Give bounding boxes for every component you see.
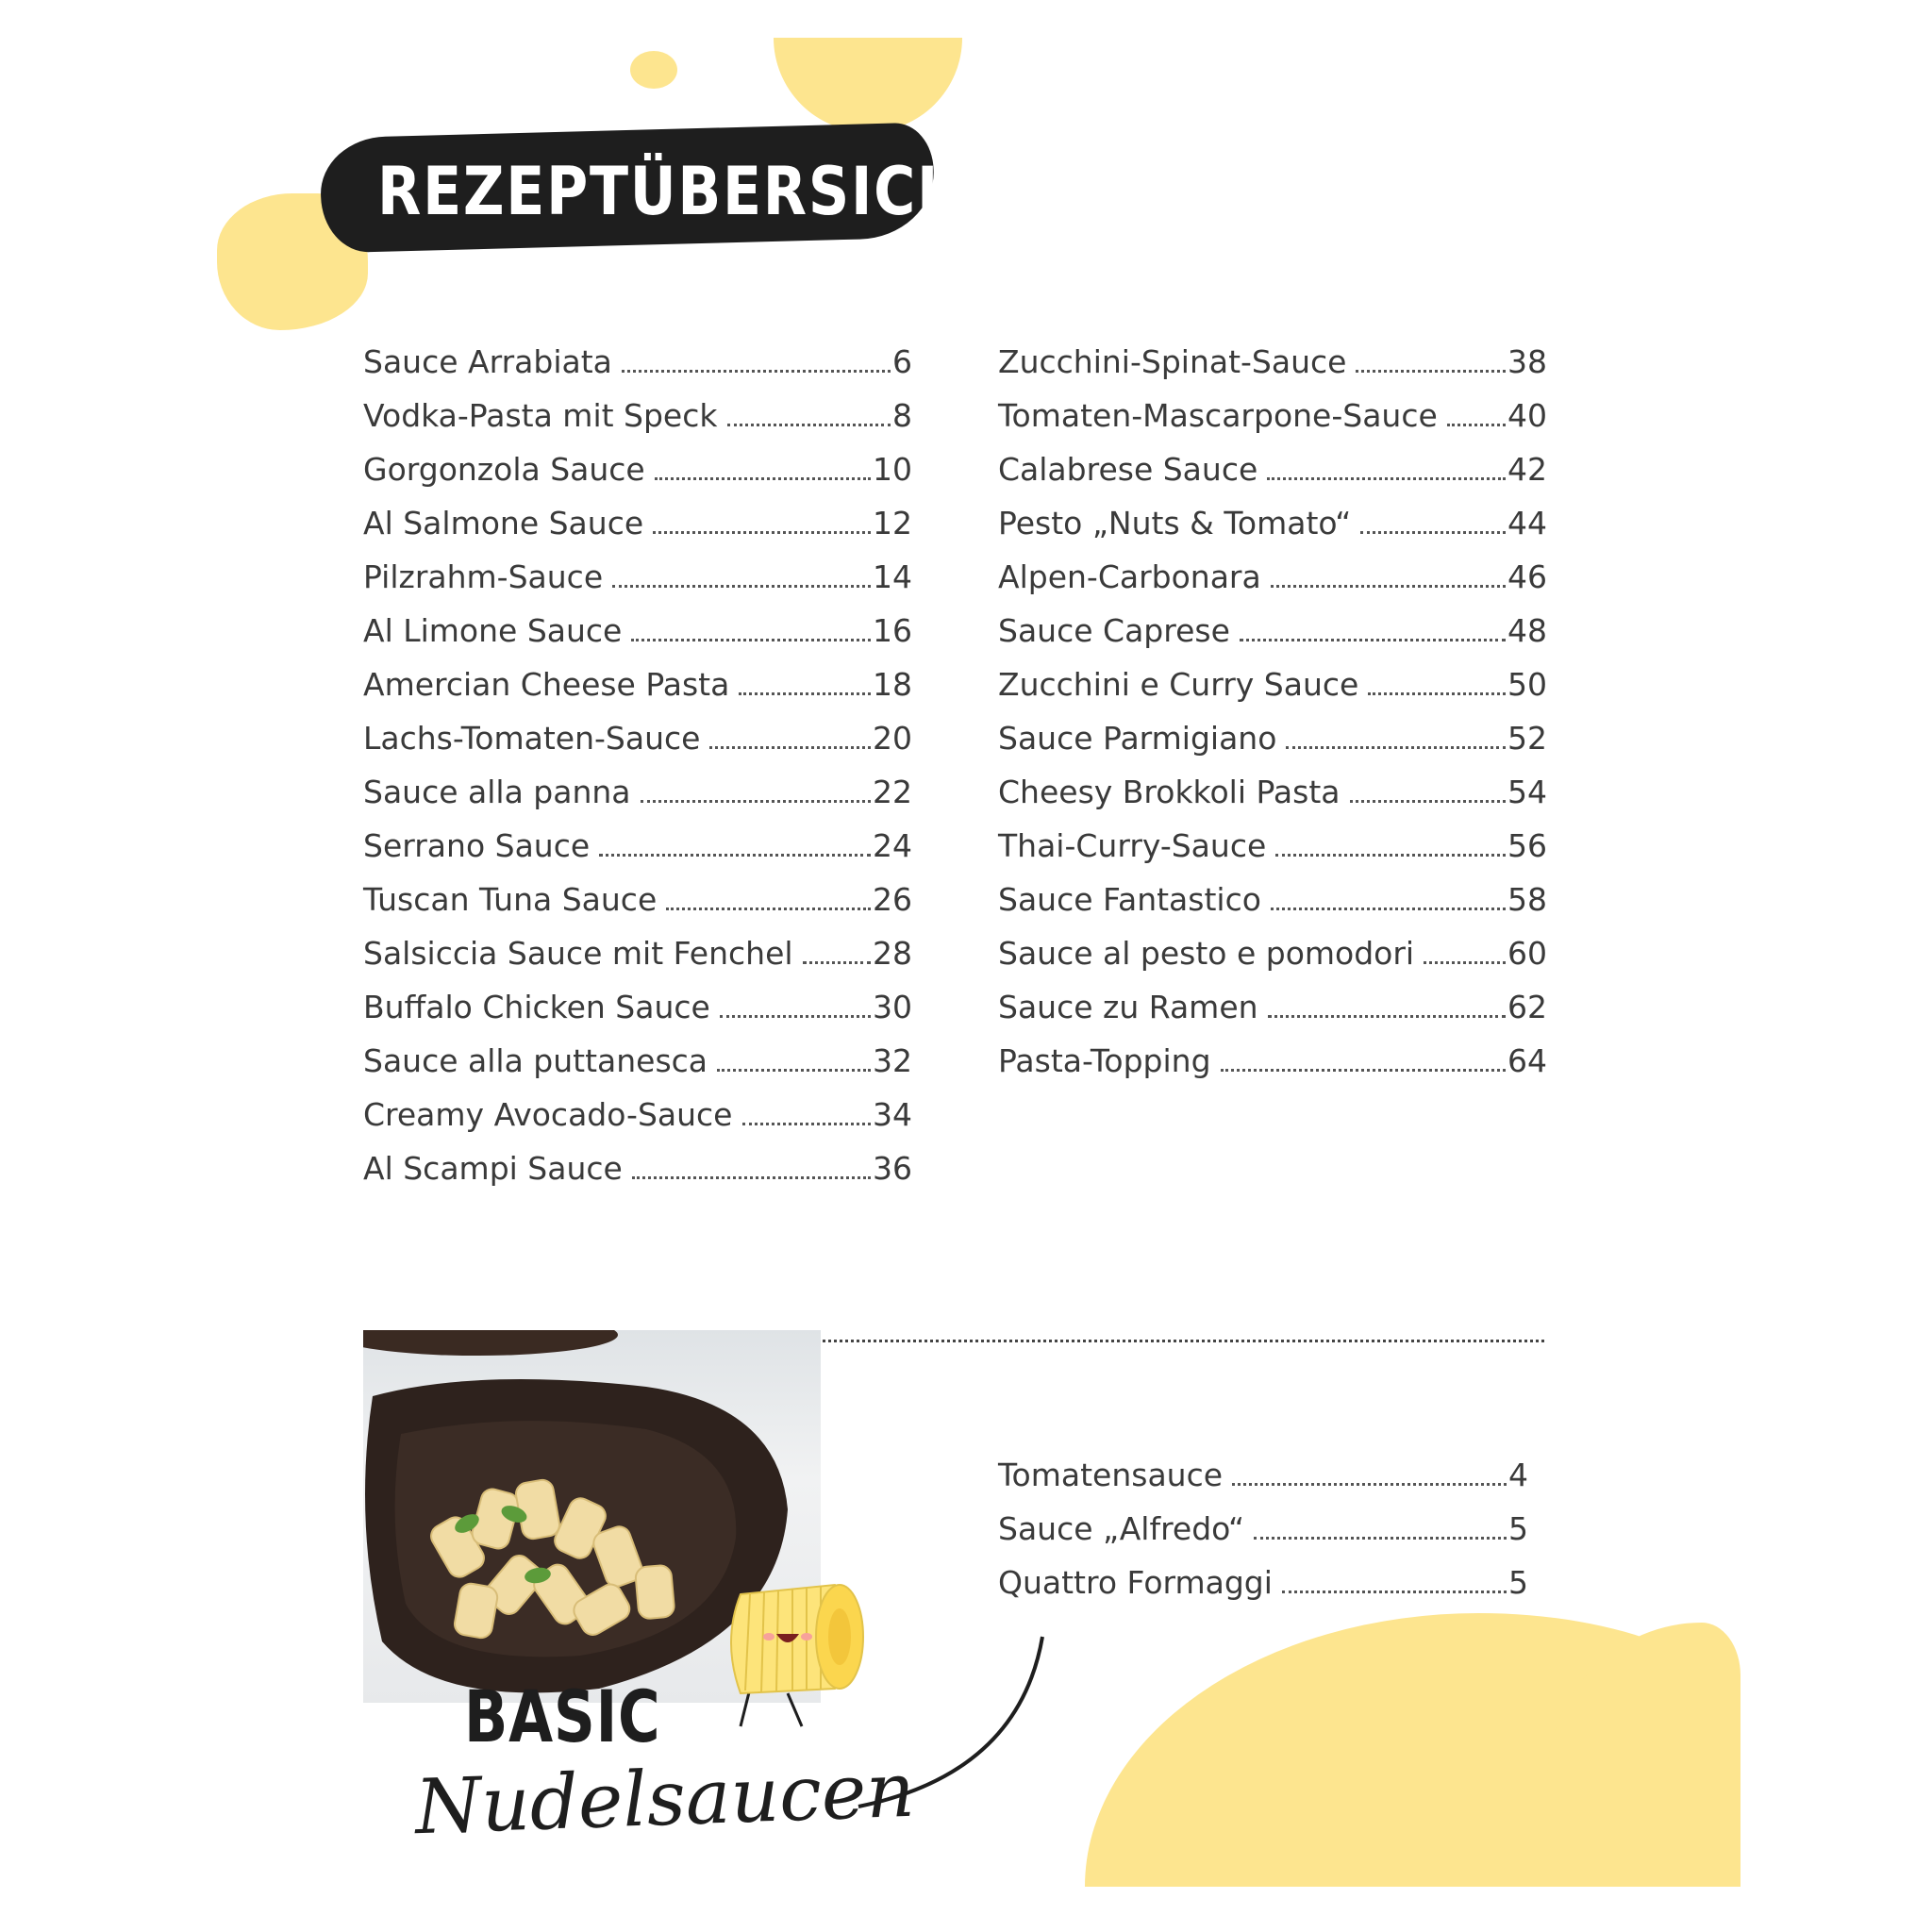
toc-entry-page: 40 — [1507, 397, 1547, 434]
toc-entry-name: Pasta-Topping — [998, 1042, 1211, 1079]
toc-leader-dots — [727, 424, 891, 426]
toc-row — [363, 612, 912, 650]
toc-entry-page: 5 — [1508, 1564, 1528, 1601]
toc-row — [998, 558, 1547, 596]
toc-row — [363, 827, 912, 865]
toc-entry-page: 64 — [1507, 1042, 1547, 1079]
toc-entry-page: 24 — [873, 827, 912, 864]
toc-entry-name: Sauce Fantastico — [998, 881, 1261, 918]
toc-entry-name: Cheesy Brokkoli Pasta — [998, 774, 1341, 810]
toc-leader-dots — [1447, 424, 1506, 426]
toc-leader-dots — [739, 692, 871, 695]
toc-entry-name: Sauce alla panna — [363, 774, 631, 810]
toc-leader-dots — [622, 370, 891, 373]
toc-row — [363, 558, 912, 596]
toc-entry-page: 14 — [873, 558, 912, 595]
toc-entry-name: Tomaten-Mascarpone-Sauce — [998, 397, 1438, 434]
toc-entry-name: Serrano Sauce — [363, 827, 591, 864]
toc-entry-page: 4 — [1508, 1457, 1528, 1493]
toc-leader-dots — [720, 1015, 871, 1018]
toc-entry-name: Thai-Curry-Sauce — [998, 827, 1267, 864]
toc-entry-page: 6 — [892, 343, 912, 380]
toc-leader-dots — [1271, 908, 1506, 910]
page-title: REZEPTÜBERSICHT — [377, 153, 1007, 230]
toc-entry-page: 34 — [873, 1096, 912, 1133]
toc-entry-name: Al Limone Sauce — [363, 612, 623, 649]
toc-row — [998, 666, 1547, 704]
blob-top-right — [774, 38, 962, 132]
toc-entry-name: Calabrese Sauce — [998, 451, 1258, 488]
toc-entry-name: Sauce Parmigiano — [998, 720, 1277, 757]
toc-entry-name: Creamy Avocado-Sauce — [363, 1096, 733, 1133]
toc-entry-page: 60 — [1507, 935, 1547, 972]
toc-entry-name: Vodka-Pasta mit Speck — [363, 397, 718, 434]
toc-leader-dots — [803, 961, 871, 964]
toc-entry-name: Sauce al pesto e pomodori — [998, 935, 1415, 972]
toc-row — [998, 505, 1547, 542]
toc-left-column — [363, 343, 912, 1192]
toc-leader-dots — [1360, 531, 1506, 534]
toc-entry-name: Pesto „Nuts & Tomato“ — [998, 505, 1352, 541]
toc-entry-name: Lachs-Tomaten-Sauce — [363, 720, 701, 757]
toc-row — [363, 774, 912, 811]
toc-entry-name: Pilzrahm-Sauce — [363, 558, 604, 595]
toc-row — [363, 935, 912, 973]
toc-entry-name: Gorgonzola Sauce — [363, 451, 645, 488]
toc-entry-page: 36 — [873, 1150, 912, 1187]
toc-entry-page: 28 — [873, 935, 912, 972]
toc-entry-page: 16 — [873, 612, 912, 649]
toc-row — [363, 1150, 912, 1188]
toc-row — [363, 720, 912, 758]
toc-row — [363, 505, 912, 542]
toc-entry-page: 50 — [1507, 666, 1547, 703]
toc-entry-name: Tuscan Tuna Sauce — [363, 881, 658, 918]
toc-entry-page: 22 — [873, 774, 912, 810]
toc-entry-name: Quattro Formaggi — [998, 1564, 1273, 1601]
toc-leader-dots — [666, 908, 871, 910]
toc-leader-dots — [1267, 477, 1506, 480]
toc-leader-dots — [1368, 692, 1506, 695]
toc-row — [363, 989, 912, 1026]
toc-row — [998, 343, 1547, 381]
toc-entry-name: Tomatensauce — [998, 1457, 1224, 1493]
toc-entry-name: Alpen-Carbonara — [998, 558, 1261, 595]
basic-heading: BASIC — [464, 1674, 661, 1758]
toc-entry-name: Amercian Cheese Pasta — [363, 666, 730, 703]
toc-row — [998, 720, 1547, 758]
toc-entry-page: 30 — [873, 989, 912, 1025]
toc-leader-dots — [1232, 1483, 1507, 1486]
toc-leader-dots — [631, 639, 871, 641]
toc-entry-name: Sauce Arrabiata — [363, 343, 612, 380]
toc-leader-dots — [1424, 961, 1506, 964]
toc-row — [998, 1457, 1528, 1494]
toc-entry-name: Salsiccia Sauce mit Fenchel — [363, 935, 793, 972]
toc-leader-dots — [653, 531, 871, 534]
toc-entry-page: 58 — [1507, 881, 1547, 918]
toc-entry-page: 5 — [1508, 1510, 1528, 1547]
toc-row — [998, 935, 1547, 973]
toc-row — [998, 1042, 1547, 1080]
toc-row — [363, 881, 912, 919]
toc-entry-name: Buffalo Chicken Sauce — [363, 989, 710, 1025]
toc-row — [998, 774, 1547, 811]
toc-row — [363, 343, 912, 381]
toc-entry-name: Zucchini-Spinat-Sauce — [998, 343, 1347, 380]
toc-leader-dots — [632, 1176, 871, 1179]
toc-row — [998, 827, 1547, 865]
toc-entry-page: 44 — [1507, 505, 1547, 541]
toc-entry-page: 20 — [873, 720, 912, 757]
toc-entry-name: Sauce zu Ramen — [998, 989, 1258, 1025]
toc-entry-name: Sauce „Alfredo“ — [998, 1510, 1245, 1547]
toc-entry-page: 32 — [873, 1042, 912, 1079]
toc-entry-page: 26 — [873, 881, 912, 918]
toc-entry-page: 56 — [1507, 827, 1547, 864]
toc-row — [998, 612, 1547, 650]
toc-row — [363, 1096, 912, 1134]
toc-entry-page: 12 — [873, 505, 912, 541]
toc-leader-dots — [1240, 639, 1506, 641]
toc-leader-dots — [1221, 1069, 1506, 1072]
toc-leader-dots — [717, 1069, 871, 1072]
toc-entry-page: 62 — [1507, 989, 1547, 1025]
blob-top-small — [630, 51, 677, 89]
toc-leader-dots — [1282, 1591, 1507, 1593]
toc-row — [998, 451, 1547, 489]
toc-entry-page: 38 — [1507, 343, 1547, 380]
toc-entry-name: Al Scampi Sauce — [363, 1150, 623, 1187]
toc-leader-dots — [742, 1123, 872, 1125]
toc-row — [363, 666, 912, 704]
toc-row — [998, 881, 1547, 919]
toc-leader-dots — [1254, 1537, 1507, 1540]
toc-row — [998, 1564, 1528, 1602]
toc-entry-page: 46 — [1507, 558, 1547, 595]
toc-row — [998, 397, 1547, 435]
toc-entry-name: Sauce alla puttanesca — [363, 1042, 708, 1079]
toc-leader-dots — [1268, 1015, 1506, 1018]
toc-row — [363, 451, 912, 489]
toc-right-column — [998, 343, 1547, 1098]
toc-leader-dots — [1271, 585, 1506, 588]
toc-entry-page: 52 — [1507, 720, 1547, 757]
toc-entry-page: 18 — [873, 666, 912, 703]
toc-entry-name: Sauce Caprese — [998, 612, 1230, 649]
toc-entry-page: 10 — [873, 451, 912, 488]
basic-subheading: Nudelsaucen — [413, 1745, 917, 1852]
toc-row — [998, 1510, 1528, 1548]
toc-leader-dots — [612, 585, 871, 588]
toc-entry-page: 42 — [1507, 451, 1547, 488]
arrow-curve-icon — [849, 1632, 1057, 1830]
toc-leader-dots — [709, 746, 871, 749]
toc-leader-dots — [1275, 854, 1506, 857]
toc-row — [998, 989, 1547, 1026]
toc-entry-page: 8 — [892, 397, 912, 434]
toc-entry-name: Al Salmone Sauce — [363, 505, 644, 541]
toc-leader-dots — [599, 854, 871, 857]
toc-leader-dots — [1356, 370, 1506, 373]
toc-leader-dots — [641, 800, 871, 803]
toc-row — [363, 1042, 912, 1080]
toc-entry-name: Zucchini e Curry Sauce — [998, 666, 1359, 703]
toc-basic-column — [998, 1457, 1528, 1601]
toc-leader-dots — [1286, 746, 1506, 749]
toc-entry-page: 48 — [1507, 612, 1547, 649]
toc-leader-dots — [1350, 800, 1506, 803]
toc-entry-page: 54 — [1507, 774, 1547, 810]
toc-row — [363, 397, 912, 435]
toc-leader-dots — [655, 477, 871, 480]
